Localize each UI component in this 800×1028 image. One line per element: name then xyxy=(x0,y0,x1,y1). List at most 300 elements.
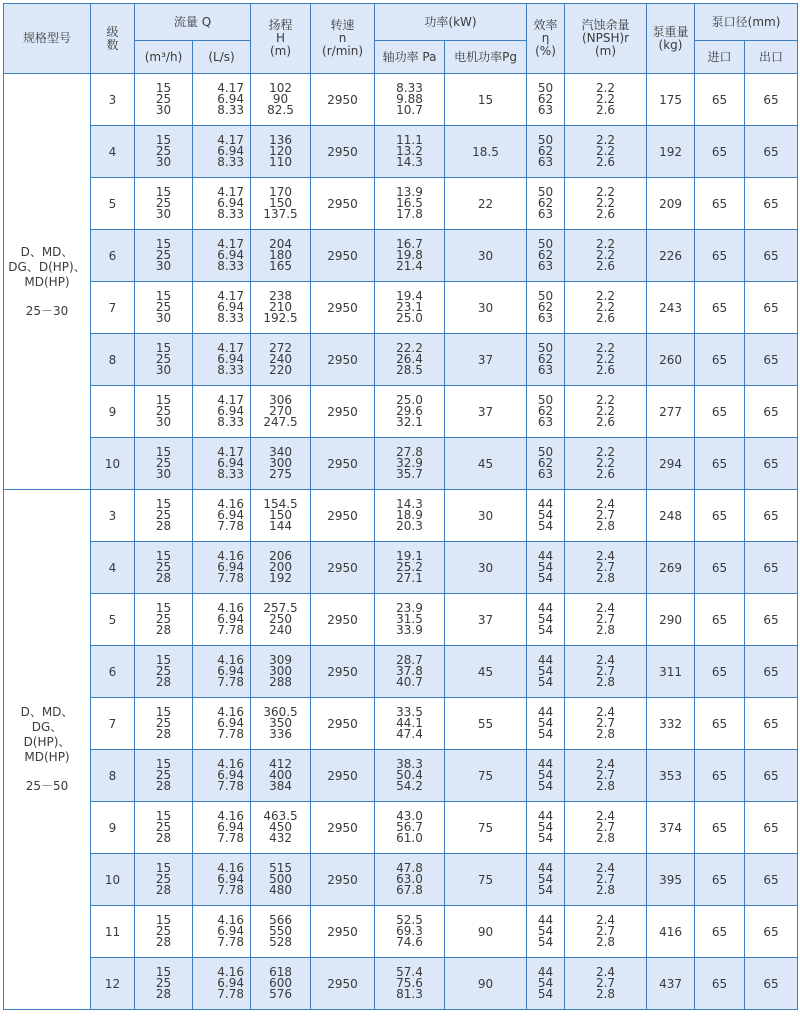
inlet-value: 65 xyxy=(711,560,728,575)
inlet-cell xyxy=(695,594,745,646)
inlet-value: 65 xyxy=(711,144,728,159)
stage-cell xyxy=(91,698,135,750)
stage-cell xyxy=(91,490,135,542)
head-cell xyxy=(251,334,311,386)
inlet-cell xyxy=(695,854,745,906)
speed-value: 2950 xyxy=(327,456,358,471)
head-cell-value: 200 xyxy=(269,560,292,574)
flow-ls-cell-value: 4.16 xyxy=(217,965,245,979)
flow-ls-cell-value: 4.16 xyxy=(217,757,245,771)
flow-m3h-cell xyxy=(135,646,193,698)
npsh-cell-value: 2.8 xyxy=(595,571,616,585)
outlet-value: 65 xyxy=(763,924,779,939)
table-row xyxy=(4,542,798,594)
efficiency-cell xyxy=(527,178,565,230)
flow-m3h-cell-value: 30 xyxy=(155,363,172,377)
shaft-power-cell-value: 14.3 xyxy=(396,497,423,511)
npsh-cell-value: 2.7 xyxy=(595,820,616,834)
npsh-cell-value: 2.8 xyxy=(595,519,616,533)
model-cell xyxy=(4,490,91,1010)
efficiency-cell-value: 50 xyxy=(537,393,554,407)
speed-cell xyxy=(311,230,375,282)
head-cell-value: 500 xyxy=(269,872,292,886)
flow-m3h-cell-value: 28 xyxy=(155,831,172,845)
npsh-cell-value: 2.4 xyxy=(595,549,616,563)
efficiency-cell xyxy=(527,698,565,750)
shaft-power-cell-value: 9.88 xyxy=(396,92,423,106)
shaft-power-cell-value: 19.8 xyxy=(396,248,423,262)
flow-m3h-cell-value: 28 xyxy=(155,519,172,533)
efficiency-cell-value: 54 xyxy=(537,571,554,585)
table-row xyxy=(4,386,798,438)
shaft-power-cell-value: 40.7 xyxy=(396,675,423,689)
npsh-cell xyxy=(565,750,647,802)
efficiency-cell-value: 54 xyxy=(537,779,554,793)
stage-value: 5 xyxy=(108,612,117,627)
flow-m3h-cell-value: 28 xyxy=(155,935,172,949)
weight-cell xyxy=(647,334,695,386)
model-cell xyxy=(4,74,91,490)
shaft-power-cell-value: 69.3 xyxy=(396,924,423,938)
shaft-power-cell-value: 38.3 xyxy=(396,757,423,771)
efficiency-cell-value: 50 xyxy=(537,237,554,251)
flow-ls-cell xyxy=(193,646,251,698)
flow-m3h-cell xyxy=(135,802,193,854)
weight-cell xyxy=(647,282,695,334)
shaft-power-cell-value: 17.8 xyxy=(396,207,423,221)
head-cell-value: 412 xyxy=(269,757,292,771)
npsh-cell-value: 2.2 xyxy=(595,81,616,95)
header-weight xyxy=(647,4,695,74)
stage-cell xyxy=(91,906,135,958)
efficiency-cell-value: 54 xyxy=(537,508,554,522)
shaft-power-cell-value: 25.0 xyxy=(396,311,423,325)
flow-ls-cell-value: 4.17 xyxy=(217,133,245,147)
flow-ls-cell-value: 7.78 xyxy=(217,623,245,637)
head-cell-value: 400 xyxy=(269,768,292,782)
efficiency-cell-value: 44 xyxy=(537,653,554,667)
npsh-cell xyxy=(565,282,647,334)
weight-value: 416 xyxy=(659,924,682,939)
stage-value: 3 xyxy=(108,508,117,523)
shaft-power-cell-value: 33.9 xyxy=(396,623,423,637)
inlet-cell xyxy=(695,126,745,178)
efficiency-cell-value: 54 xyxy=(537,560,554,574)
header-outlet: 出口 xyxy=(745,41,798,74)
table-row xyxy=(4,750,798,802)
weight-cell xyxy=(647,750,695,802)
npsh-cell-value: 2.4 xyxy=(595,809,616,823)
header-line: 数 xyxy=(106,37,119,52)
npsh-cell xyxy=(565,178,647,230)
stage-value: 4 xyxy=(108,560,117,575)
inlet-value: 65 xyxy=(711,664,728,679)
head-cell xyxy=(251,802,311,854)
header-model: 规格型号 xyxy=(4,4,91,74)
efficiency-cell-value: 44 xyxy=(537,497,554,511)
model-gap xyxy=(6,290,88,304)
flow-ls-cell-value: 7.78 xyxy=(217,519,245,533)
weight-cell xyxy=(647,542,695,594)
flow-m3h-cell xyxy=(135,542,193,594)
npsh-cell-value: 2.4 xyxy=(595,861,616,875)
flow-ls-cell-value: 4.16 xyxy=(217,861,245,875)
efficiency-cell-value: 50 xyxy=(537,289,554,303)
stage-value: 10 xyxy=(104,456,121,471)
flow-m3h-cell-value: 30 xyxy=(155,467,172,481)
head-cell-value: 136 xyxy=(269,133,292,147)
flow-m3h-cell xyxy=(135,438,193,490)
header-line: 汽蚀余量 xyxy=(581,18,630,32)
shaft-power-cell-value: 52.5 xyxy=(396,913,423,927)
flow-ls-cell xyxy=(193,802,251,854)
npsh-cell-value: 2.2 xyxy=(595,445,616,459)
efficiency-cell-value: 54 xyxy=(537,831,554,845)
motor-power-value: 55 xyxy=(477,716,494,731)
flow-ls-cell xyxy=(193,178,251,230)
efficiency-cell-value: 63 xyxy=(537,311,554,325)
shaft-power-cell-value: 47.8 xyxy=(396,861,423,875)
flow-ls-cell-value: 7.78 xyxy=(217,935,245,949)
motor-power-cell xyxy=(445,750,527,802)
stage-value: 4 xyxy=(108,144,117,159)
shaft-power-cell xyxy=(375,386,445,438)
table-row xyxy=(4,490,798,542)
efficiency-cell-value: 54 xyxy=(537,727,554,741)
outlet-cell xyxy=(745,126,798,178)
weight-value: 260 xyxy=(659,352,682,367)
inlet-cell xyxy=(695,334,745,386)
flow-ls-cell-value: 8.33 xyxy=(217,155,245,169)
npsh-cell xyxy=(565,802,647,854)
outlet-value: 65 xyxy=(763,612,779,627)
efficiency-cell-value: 63 xyxy=(537,207,554,221)
head-cell xyxy=(251,698,311,750)
shaft-power-cell-value: 54.2 xyxy=(396,779,423,793)
flow-m3h-cell-value: 30 xyxy=(155,311,172,325)
weight-cell xyxy=(647,958,695,1010)
efficiency-cell-value: 44 xyxy=(537,809,554,823)
head-cell-value: 204 xyxy=(269,237,292,251)
npsh-cell xyxy=(565,334,647,386)
model-name-line: MD(HP) xyxy=(24,750,70,764)
shaft-power-cell-value: 47.4 xyxy=(396,727,423,741)
stage-cell xyxy=(91,646,135,698)
npsh-cell-value: 2.7 xyxy=(595,716,616,730)
weight-cell xyxy=(647,906,695,958)
npsh-cell-value: 2.6 xyxy=(595,155,616,169)
head-cell xyxy=(251,126,311,178)
weight-cell xyxy=(647,438,695,490)
efficiency-cell-value: 54 xyxy=(537,924,554,938)
stage-cell xyxy=(91,282,135,334)
header-line: (m) xyxy=(269,44,292,58)
npsh-cell-value: 2.7 xyxy=(595,664,616,678)
flow-m3h-cell-value: 15 xyxy=(155,81,172,95)
speed-value: 2950 xyxy=(327,144,358,159)
motor-power-cell xyxy=(445,178,527,230)
shaft-power-cell-value: 13.9 xyxy=(396,185,423,199)
speed-cell xyxy=(311,542,375,594)
efficiency-cell xyxy=(527,490,565,542)
flow-m3h-cell-value: 15 xyxy=(155,861,172,875)
flow-m3h-cell-value: 28 xyxy=(155,571,172,585)
head-cell-value: 600 xyxy=(269,976,292,990)
shaft-power-cell xyxy=(375,542,445,594)
flow-m3h-cell xyxy=(135,594,193,646)
efficiency-cell-value: 44 xyxy=(537,861,554,875)
header-power: 功率(kW) xyxy=(375,4,527,41)
npsh-cell-value: 2.8 xyxy=(595,623,616,637)
flow-ls-cell-value: 7.78 xyxy=(217,779,245,793)
flow-m3h-cell-value: 15 xyxy=(155,185,172,199)
npsh-cell-value: 2.2 xyxy=(595,185,616,199)
npsh-cell xyxy=(565,646,647,698)
efficiency-cell-value: 62 xyxy=(537,300,554,314)
head-cell-value: 120 xyxy=(269,144,292,158)
flow-ls-cell-value: 6.94 xyxy=(217,508,245,522)
head-cell-value: 180 xyxy=(269,248,292,262)
shaft-power-cell-value: 75.6 xyxy=(396,976,423,990)
efficiency-cell xyxy=(527,646,565,698)
shaft-power-cell-value: 33.5 xyxy=(396,705,423,719)
flow-ls-cell-value: 7.78 xyxy=(217,987,245,1001)
flow-m3h-cell-value: 25 xyxy=(155,924,172,938)
header-line: η xyxy=(541,31,550,45)
flow-ls-cell-value: 4.17 xyxy=(217,185,245,199)
speed-value: 2950 xyxy=(327,820,358,835)
flow-ls-cell-value: 7.78 xyxy=(217,727,245,741)
flow-m3h-cell-value: 25 xyxy=(155,820,172,834)
npsh-cell xyxy=(565,74,647,126)
table-row xyxy=(4,282,798,334)
weight-value: 243 xyxy=(659,300,682,315)
flow-m3h-cell xyxy=(135,698,193,750)
efficiency-cell xyxy=(527,74,565,126)
npsh-cell-value: 2.2 xyxy=(595,133,616,147)
head-cell-value: 450 xyxy=(269,820,292,834)
flow-m3h-cell-value: 30 xyxy=(155,415,172,429)
inlet-value: 65 xyxy=(711,924,728,939)
motor-power-cell xyxy=(445,282,527,334)
outlet-value: 65 xyxy=(763,508,779,523)
model-range: 25－30 xyxy=(25,303,69,318)
efficiency-cell-value: 50 xyxy=(537,341,554,355)
npsh-cell xyxy=(565,438,647,490)
shaft-power-cell-value: 19.4 xyxy=(396,289,423,303)
header-line: n xyxy=(338,31,347,45)
shaft-power-cell-value: 56.7 xyxy=(396,820,423,834)
efficiency-cell-value: 54 xyxy=(537,716,554,730)
flow-ls-cell-value: 7.78 xyxy=(217,571,245,585)
head-cell-value: 306 xyxy=(269,393,292,407)
flow-m3h-cell-value: 15 xyxy=(155,237,172,251)
flow-m3h-cell-value: 25 xyxy=(155,716,172,730)
npsh-cell-value: 2.6 xyxy=(595,259,616,273)
efficiency-cell-value: 62 xyxy=(537,144,554,158)
npsh-cell-value: 2.2 xyxy=(595,289,616,303)
weight-value: 269 xyxy=(659,560,682,575)
npsh-cell-value: 2.8 xyxy=(595,727,616,741)
flow-m3h-cell-value: 30 xyxy=(155,259,172,273)
efficiency-cell-value: 63 xyxy=(537,363,554,377)
stage-cell xyxy=(91,542,135,594)
head-cell-value: 463.5 xyxy=(263,809,298,823)
flow-ls-cell-value: 6.94 xyxy=(217,924,245,938)
weight-value: 332 xyxy=(659,716,682,731)
weight-cell xyxy=(647,802,695,854)
speed-cell xyxy=(311,646,375,698)
flow-m3h-cell-value: 15 xyxy=(155,965,172,979)
npsh-cell-value: 2.6 xyxy=(595,415,616,429)
stage-value: 7 xyxy=(108,300,117,315)
npsh-cell-value: 2.8 xyxy=(595,779,616,793)
efficiency-cell-value: 62 xyxy=(537,352,554,366)
head-cell-value: 110 xyxy=(269,155,292,169)
npsh-cell-value: 2.7 xyxy=(595,560,616,574)
head-cell xyxy=(251,906,311,958)
speed-cell xyxy=(311,178,375,230)
outlet-value: 65 xyxy=(763,768,779,783)
flow-ls-cell-value: 4.17 xyxy=(217,393,245,407)
table-row xyxy=(4,646,798,698)
head-cell xyxy=(251,178,311,230)
model-gap xyxy=(6,765,88,779)
npsh-cell-value: 2.7 xyxy=(595,872,616,886)
header-line: (m) xyxy=(594,44,617,58)
head-cell xyxy=(251,386,311,438)
shaft-power-cell-value: 16.5 xyxy=(396,196,423,210)
inlet-value: 65 xyxy=(711,820,728,835)
header-line: 级 xyxy=(106,24,119,39)
efficiency-cell-value: 63 xyxy=(537,259,554,273)
shaft-power-cell xyxy=(375,594,445,646)
shaft-power-cell xyxy=(375,958,445,1010)
flow-ls-cell xyxy=(193,854,251,906)
efficiency-cell-value: 54 xyxy=(537,612,554,626)
flow-ls-cell-value: 6.94 xyxy=(217,612,245,626)
inlet-cell xyxy=(695,438,745,490)
speed-value: 2950 xyxy=(327,352,358,367)
header-motor-power: 电机功率Pg xyxy=(445,41,527,74)
motor-power-cell xyxy=(445,334,527,386)
npsh-cell xyxy=(565,906,647,958)
flow-ls-cell-value: 4.16 xyxy=(217,497,245,511)
head-cell xyxy=(251,646,311,698)
speed-cell xyxy=(311,490,375,542)
flow-ls-cell-value: 6.94 xyxy=(217,456,245,470)
efficiency-cell-value: 50 xyxy=(537,185,554,199)
efficiency-cell xyxy=(527,282,565,334)
inlet-value: 65 xyxy=(711,404,728,419)
shaft-power-cell-value: 32.1 xyxy=(396,415,423,429)
stage-cell xyxy=(91,126,135,178)
shaft-power-cell-value: 57.4 xyxy=(396,965,423,979)
stage-cell xyxy=(91,750,135,802)
inlet-cell xyxy=(695,542,745,594)
flow-m3h-cell xyxy=(135,178,193,230)
head-cell xyxy=(251,594,311,646)
outlet-value: 65 xyxy=(763,716,779,731)
flow-m3h-cell xyxy=(135,230,193,282)
shaft-power-cell-value: 22.2 xyxy=(396,341,423,355)
npsh-cell-value: 2.6 xyxy=(595,467,616,481)
table-row xyxy=(4,230,798,282)
flow-m3h-cell xyxy=(135,490,193,542)
header-npsh xyxy=(565,4,647,74)
npsh-cell-value: 2.6 xyxy=(595,363,616,377)
outlet-value: 65 xyxy=(763,404,779,419)
head-cell-value: 384 xyxy=(269,779,292,793)
speed-value: 2950 xyxy=(327,248,358,263)
weight-cell xyxy=(647,854,695,906)
flow-ls-cell-value: 4.16 xyxy=(217,549,245,563)
shaft-power-cell-value: 8.33 xyxy=(396,81,423,95)
head-cell-value: 206 xyxy=(269,549,292,563)
efficiency-cell xyxy=(527,802,565,854)
flow-m3h-cell-value: 25 xyxy=(155,196,172,210)
outlet-cell xyxy=(745,386,798,438)
head-cell-value: 247.5 xyxy=(263,415,298,429)
table-row xyxy=(4,698,798,750)
flow-m3h-cell-value: 25 xyxy=(155,612,172,626)
head-cell xyxy=(251,958,311,1010)
flow-ls-cell xyxy=(193,74,251,126)
flow-ls-cell-value: 6.94 xyxy=(217,976,245,990)
weight-cell xyxy=(647,74,695,126)
flow-m3h-cell-value: 15 xyxy=(155,757,172,771)
outlet-cell xyxy=(745,750,798,802)
flow-ls-cell-value: 4.16 xyxy=(217,705,245,719)
npsh-cell-value: 2.8 xyxy=(595,675,616,689)
flow-ls-cell-value: 6.94 xyxy=(217,404,245,418)
flow-m3h-cell-value: 30 xyxy=(155,103,172,117)
shaft-power-cell-value: 25.2 xyxy=(396,560,423,574)
head-cell-value: 210 xyxy=(269,300,292,314)
shaft-power-cell-value: 25.0 xyxy=(396,393,423,407)
flow-m3h-cell-value: 25 xyxy=(155,352,172,366)
flow-m3h-cell xyxy=(135,282,193,334)
npsh-cell-value: 2.2 xyxy=(595,393,616,407)
weight-value: 395 xyxy=(659,872,682,887)
head-cell-value: 82.5 xyxy=(267,103,294,117)
flow-ls-cell xyxy=(193,698,251,750)
motor-power-value: 90 xyxy=(477,976,494,991)
outlet-value: 65 xyxy=(763,560,779,575)
motor-power-cell xyxy=(445,698,527,750)
head-cell-value: 515 xyxy=(269,861,292,875)
outlet-value: 65 xyxy=(763,248,779,263)
head-cell-value: 350 xyxy=(269,716,292,730)
flow-ls-cell-value: 4.16 xyxy=(217,809,245,823)
npsh-cell xyxy=(565,854,647,906)
npsh-cell-value: 2.8 xyxy=(595,935,616,949)
outlet-cell xyxy=(745,698,798,750)
speed-cell xyxy=(311,854,375,906)
inlet-value: 65 xyxy=(711,300,728,315)
outlet-value: 65 xyxy=(763,144,779,159)
npsh-cell-value: 2.7 xyxy=(595,924,616,938)
head-cell-value: 309 xyxy=(269,653,292,667)
inlet-cell xyxy=(695,750,745,802)
inlet-value: 65 xyxy=(711,196,728,211)
speed-value: 2950 xyxy=(327,196,358,211)
npsh-cell-value: 2.7 xyxy=(595,976,616,990)
npsh-cell xyxy=(565,490,647,542)
head-cell xyxy=(251,854,311,906)
weight-cell xyxy=(647,594,695,646)
flow-m3h-cell-value: 15 xyxy=(155,913,172,927)
